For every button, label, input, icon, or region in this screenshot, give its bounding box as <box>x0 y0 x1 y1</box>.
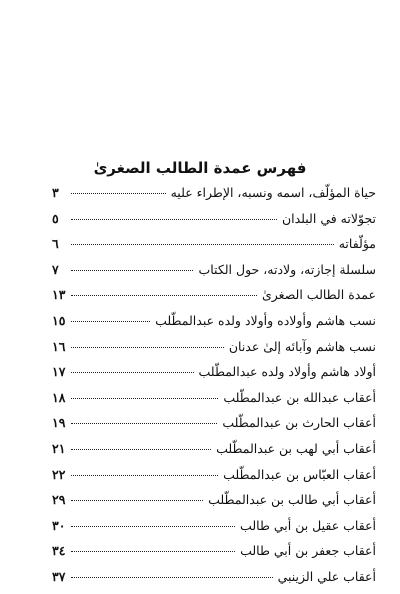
toc-page-number: ٧ <box>52 261 59 277</box>
toc-page-number: ٢٢ <box>52 466 66 482</box>
toc-page-number: ٣٧ <box>52 568 66 584</box>
toc-entry-text: أعقاب الحارث بن عبدالمطّلب <box>222 415 376 431</box>
toc-page-number: ٣ <box>52 185 59 200</box>
dot-leader <box>71 219 277 220</box>
dot-leader <box>71 577 273 578</box>
toc-entry-text: أعقاب أبي لهب بن عبدالمطّلب <box>216 440 376 456</box>
dot-leader <box>71 551 235 552</box>
toc-page-number: ٢١ <box>52 440 66 456</box>
toc-entry-text: حياة المؤلّف، اسمه ونسبه، الإطراء عليه <box>170 185 376 200</box>
toc-entry-text: نسب هاشم وآبائه إلىٰ عدنان <box>228 338 376 354</box>
dot-leader <box>71 347 224 348</box>
toc-entry-text: مؤلّفاته <box>338 236 376 252</box>
toc-entry-text: أعقاب علي الزينبي <box>277 568 376 584</box>
dot-leader <box>71 270 193 271</box>
toc-entry-text: عمدة الطالب الصغرىٰ <box>261 287 376 303</box>
toc-page-number: ١٦ <box>52 338 66 354</box>
dot-leader <box>71 449 211 450</box>
toc-row <box>52 542 376 568</box>
toc-row <box>52 363 376 389</box>
toc-page-number: ١٣ <box>52 287 66 303</box>
toc-row <box>52 440 376 466</box>
toc-row <box>52 466 376 492</box>
dot-leader <box>71 295 257 296</box>
toc-row <box>52 261 376 287</box>
toc-entry-text: أعقاب جعفر بن أبي طالب <box>240 543 376 559</box>
dot-leader <box>71 500 203 501</box>
toc-row <box>52 517 376 543</box>
toc-row <box>52 414 376 440</box>
toc-page-number: ٣٤ <box>52 543 66 559</box>
toc-entry-text: أعقاب عبدالله بن عبدالمطّلب <box>223 389 376 405</box>
toc-entry-text: أعقاب عقيل بن أبي طالب <box>240 517 376 533</box>
toc-row <box>52 210 376 236</box>
dot-leader <box>71 321 150 322</box>
toc-entry-text: أعقاب أبي طالب بن عبدالمطّلب <box>208 492 376 508</box>
toc-entry-text: أولاد هاشم وأولاد ولده عبدالمطّلب <box>198 364 376 380</box>
toc-entry-text: تجوّلاته في البلدان <box>281 210 376 226</box>
toc-row <box>52 184 376 210</box>
toc-row <box>52 568 376 594</box>
toc-page-number: ١٧ <box>52 364 66 380</box>
toc-page-number: ١٥ <box>52 312 66 328</box>
dot-leader <box>71 526 235 527</box>
toc-page-number: ١٩ <box>52 415 66 431</box>
dot-leader <box>71 475 218 476</box>
toc-page-number: ١٨ <box>52 389 66 405</box>
toc-row <box>52 312 376 338</box>
toc-page-number: ٣٠ <box>52 517 66 533</box>
dot-leader <box>71 423 217 424</box>
toc-entry-text: سلسلة إجازته، ولادته، حول الكتاب <box>198 261 376 277</box>
dot-leader <box>71 244 334 245</box>
toc-page-number: ٦ <box>52 236 59 252</box>
toc-list <box>52 184 376 594</box>
toc-entry-text: نسب هاشم وأولاده وأولاد ولده عبدالمطّلب <box>155 312 376 328</box>
toc-page-number: ٢٩ <box>52 492 66 508</box>
toc-row <box>52 286 376 312</box>
toc-row <box>52 338 376 364</box>
toc-row <box>52 235 376 261</box>
toc-page-number: ٥ <box>52 210 59 226</box>
dot-leader <box>71 398 218 399</box>
toc-title: فهرس عمدة الطالب الصغرىٰ <box>93 159 307 177</box>
dot-leader <box>71 193 166 194</box>
toc-row <box>52 389 376 415</box>
toc-row <box>52 491 376 517</box>
toc-entry-text: أعقاب العبّاس بن عبدالمطّلب <box>223 466 376 482</box>
dot-leader <box>71 372 194 373</box>
